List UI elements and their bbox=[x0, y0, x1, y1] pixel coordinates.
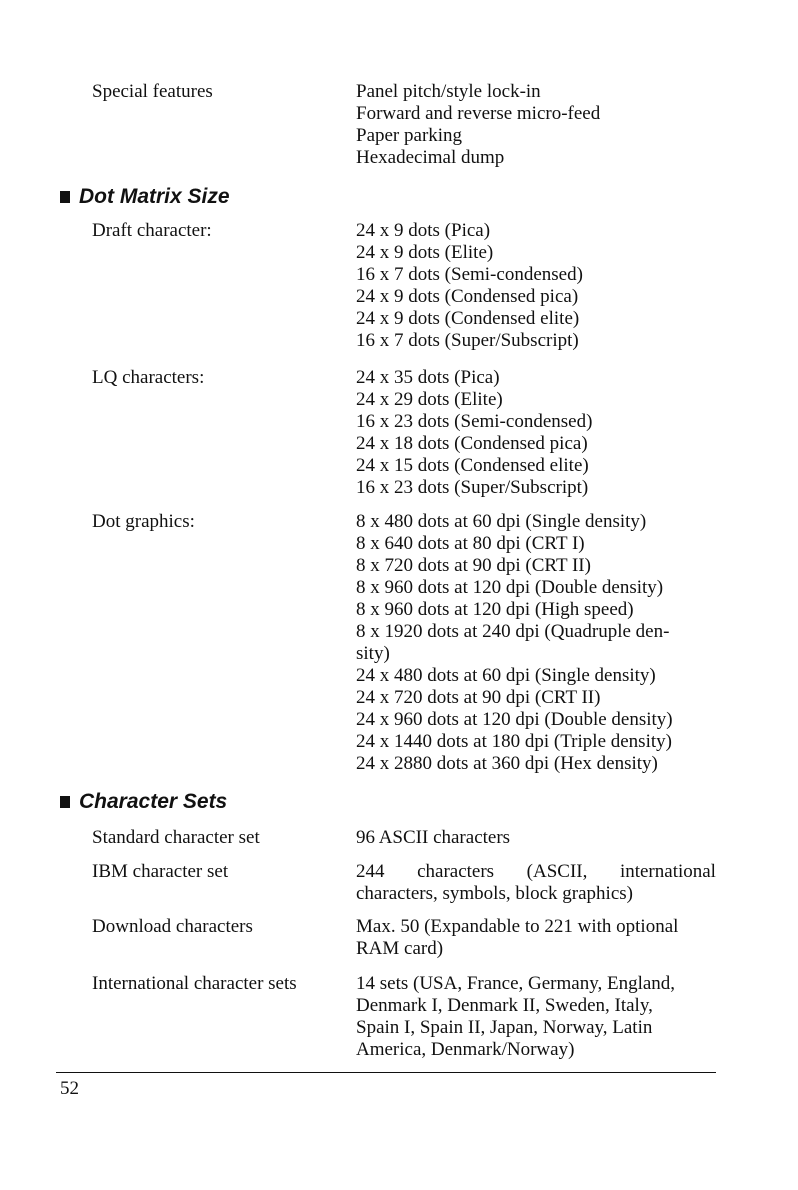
ibm-character-set-label: IBM character set bbox=[92, 861, 229, 882]
international-character-sets-label: International character sets bbox=[92, 973, 297, 994]
spec-line: Paper parking bbox=[356, 125, 463, 146]
spec-line: Max. 50 (Expandable to 221 with optional bbox=[356, 916, 679, 937]
heading-text: Dot Matrix Size bbox=[79, 185, 230, 208]
spec-line: 16 x 7 dots (Super/Subscript) bbox=[356, 330, 579, 351]
section-heading-dot-matrix bbox=[60, 185, 230, 209]
spec-line: 8 x 960 dots at 120 dpi (Double density) bbox=[356, 577, 664, 598]
standard-character-set-label: Standard character set bbox=[92, 827, 260, 848]
heading-text: Character Sets bbox=[79, 790, 228, 813]
draft-character-label: Draft character: bbox=[92, 220, 212, 241]
spec-line: Forward and reverse micro-feed bbox=[356, 103, 601, 124]
spec-line: Spain I, Spain II, Japan, Norway, Latin bbox=[356, 1017, 653, 1038]
lq-characters-values bbox=[356, 367, 592, 499]
spec-line: America, Denmark/Norway) bbox=[356, 1039, 575, 1060]
spec-line: 24 x 9 dots (Elite) bbox=[356, 242, 494, 263]
spec-line: 8 x 480 dots at 60 dpi (Single density) bbox=[356, 511, 647, 532]
spec-line: 14 sets (USA, France, Germany, England, bbox=[356, 973, 676, 994]
spec-line: characters, symbols, block graphics) bbox=[356, 883, 633, 904]
dot-graphics-label: Dot graphics: bbox=[92, 511, 195, 532]
word: characters bbox=[417, 861, 495, 882]
word: international bbox=[619, 861, 716, 882]
section-heading-character-sets bbox=[60, 790, 227, 814]
spec-line: 24 x 1440 dots at 180 dpi (Triple density) bbox=[356, 731, 672, 752]
spec-line: 24 x 2880 dots at 360 dpi (Hex density) bbox=[356, 753, 658, 774]
square-bullet-icon bbox=[60, 191, 70, 203]
footer-rule bbox=[56, 1072, 716, 1073]
spec-line: 24 x 9 dots (Condensed pica) bbox=[356, 286, 579, 307]
square-bullet-icon bbox=[60, 796, 70, 808]
spec-line: RAM card) bbox=[356, 938, 444, 959]
page-number: 52 bbox=[60, 1078, 79, 1099]
dot-graphics-values bbox=[356, 511, 673, 775]
spec-line: 8 x 640 dots at 80 dpi (CRT I) bbox=[356, 533, 585, 554]
spec-line: 8 x 960 dots at 120 dpi (High speed) bbox=[356, 599, 634, 620]
spec-line: 24 x 480 dots at 60 dpi (Single density) bbox=[356, 665, 656, 686]
word: 244 bbox=[356, 861, 385, 882]
download-characters-label: Download characters bbox=[92, 916, 253, 937]
special-features-label: Special features bbox=[92, 81, 213, 102]
spec-line: Denmark I, Denmark II, Sweden, Italy, bbox=[356, 995, 653, 1016]
spec-line-justified bbox=[356, 861, 716, 883]
spec-line: 24 x 9 dots (Pica) bbox=[356, 220, 491, 241]
ibm-character-set-values bbox=[356, 861, 716, 905]
spec-line: 24 x 720 dots at 90 dpi (CRT II) bbox=[356, 687, 601, 708]
spec-line: 24 x 29 dots (Elite) bbox=[356, 389, 503, 410]
spec-line: 24 x 960 dots at 120 dpi (Double density) bbox=[356, 709, 673, 730]
spec-line: 8 x 1920 dots at 240 dpi (Quadruple den- bbox=[356, 621, 670, 642]
draft-character-values bbox=[356, 220, 583, 352]
spec-line: Panel pitch/style lock-in bbox=[356, 81, 541, 102]
lq-characters-label: LQ characters: bbox=[92, 367, 205, 388]
spec-line: 16 x 7 dots (Semi-condensed) bbox=[356, 264, 583, 285]
spec-line: 16 x 23 dots (Super/Subscript) bbox=[356, 477, 589, 498]
spec-line: 16 x 23 dots (Semi-condensed) bbox=[356, 411, 593, 432]
special-features-values bbox=[356, 81, 600, 169]
international-character-sets-values bbox=[356, 973, 675, 1061]
spec-line: 24 x 15 dots (Condensed elite) bbox=[356, 455, 589, 476]
spec-line: 24 x 9 dots (Condensed elite) bbox=[356, 308, 580, 329]
spec-line: Hexadecimal dump bbox=[356, 147, 505, 168]
spec-line: 24 x 18 dots (Condensed pica) bbox=[356, 433, 588, 454]
standard-character-set-values bbox=[356, 827, 510, 849]
spec-line: 96 ASCII characters bbox=[356, 827, 511, 848]
spec-line: 8 x 720 dots at 90 dpi (CRT II) bbox=[356, 555, 591, 576]
word: (ASCII, bbox=[526, 861, 588, 882]
spec-line: 24 x 35 dots (Pica) bbox=[356, 367, 500, 388]
spec-line: sity) bbox=[356, 643, 390, 664]
download-characters-values bbox=[356, 916, 678, 960]
